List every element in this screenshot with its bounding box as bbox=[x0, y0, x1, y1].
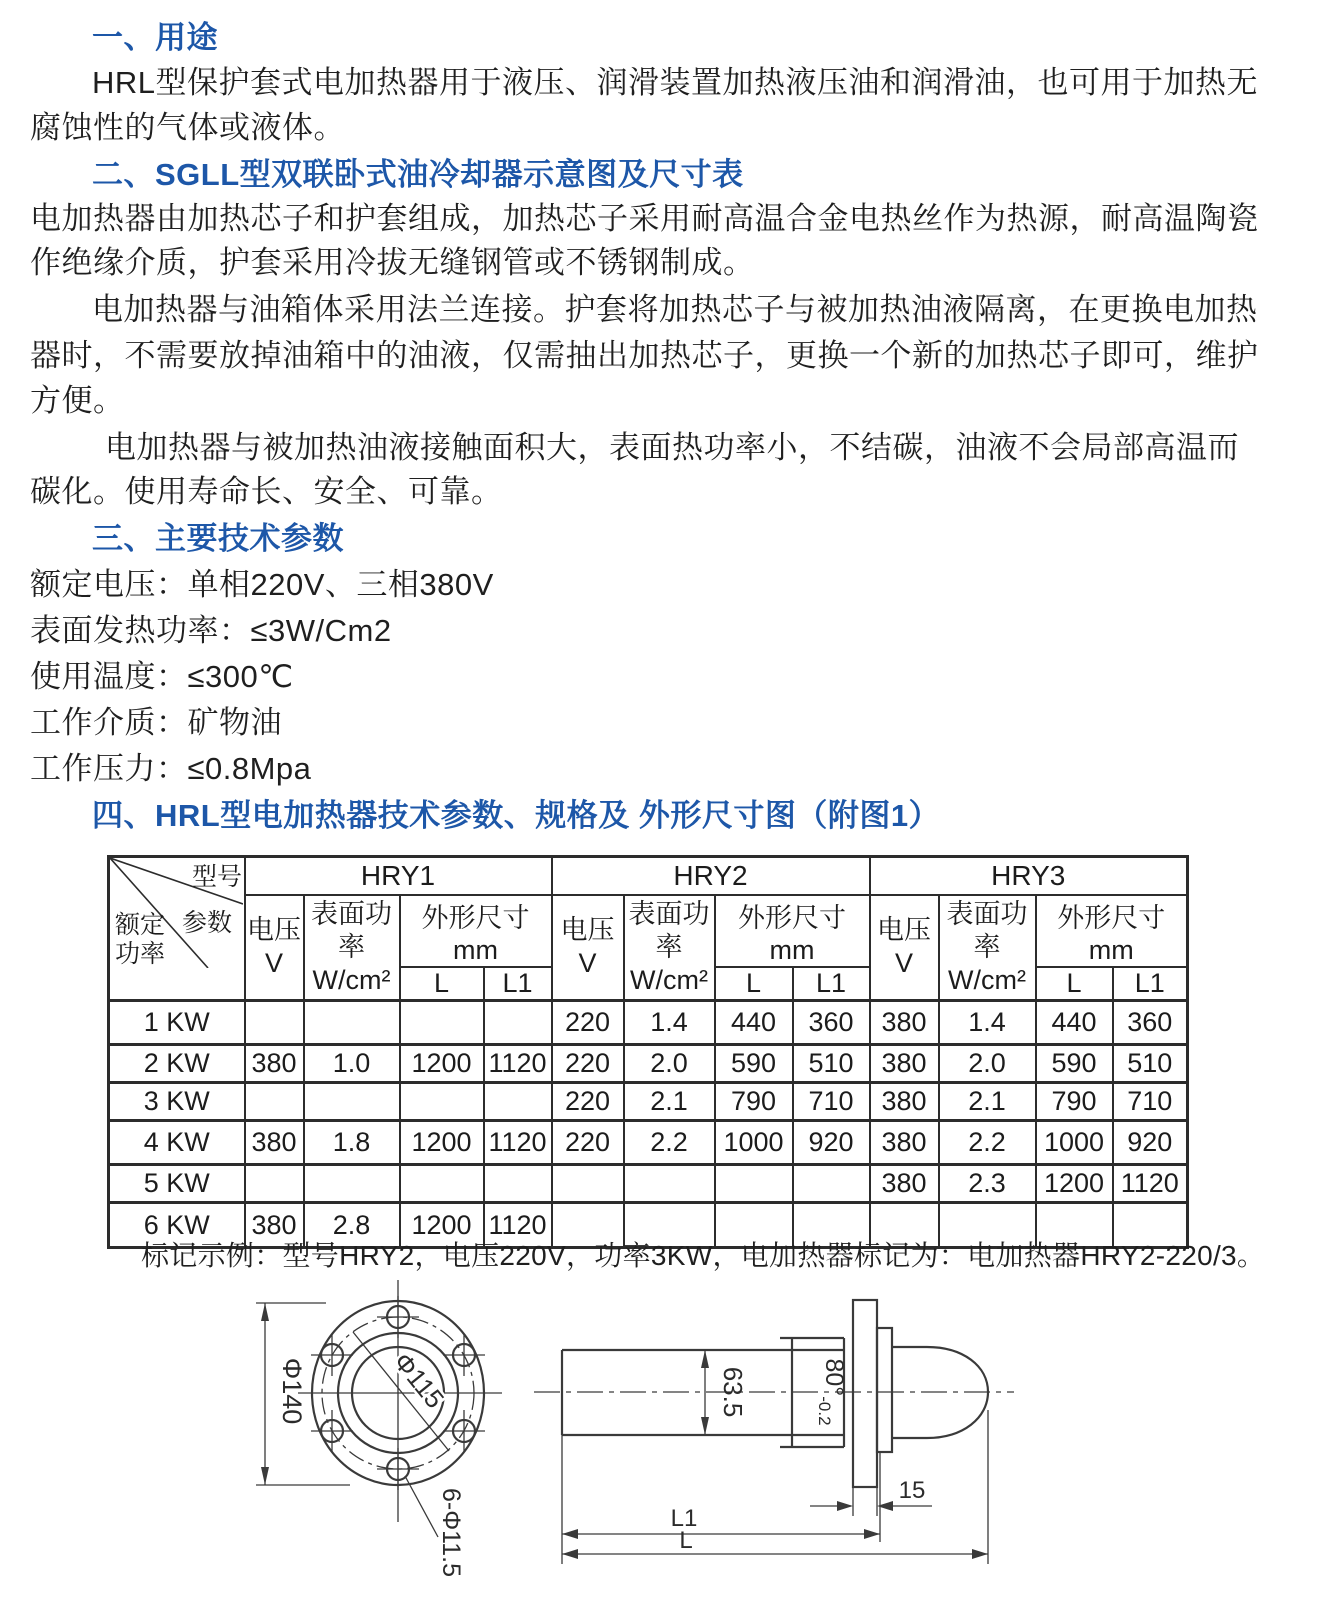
table-cell: 1.0 bbox=[304, 1045, 400, 1083]
table-cell: 2.8 bbox=[304, 1203, 400, 1248]
bolt-holes-label: 6-Φ11.5 bbox=[437, 1488, 465, 1577]
table-cell: 1200 bbox=[400, 1045, 484, 1083]
section2-heading: 二、SGLL型双联卧式油冷却器示意图及尺寸表 bbox=[92, 157, 744, 192]
para3-line2: 器时，不需要放掉油箱中的油液，仅需抽出加热芯子，更换一个新的加热芯子即可，维护 bbox=[30, 338, 1259, 373]
col-header-surface-power bbox=[624, 895, 715, 1001]
table-cell: 380 bbox=[870, 1121, 939, 1165]
table-row bbox=[109, 1083, 1188, 1121]
col-header-surface-power bbox=[939, 895, 1036, 1001]
table-cell: 2.0 bbox=[939, 1045, 1036, 1083]
heater-side-view bbox=[534, 1300, 1014, 1564]
voltage-unit: V bbox=[578, 948, 597, 979]
para2-line2: 作绝缘介质，护套采用冷拔无缝钢管或不锈钢制成。 bbox=[30, 245, 755, 280]
row-power-label: 5 KW bbox=[109, 1165, 245, 1203]
col-header-surface-power bbox=[304, 895, 400, 1001]
col-header-voltage bbox=[870, 895, 939, 1001]
table-cell bbox=[400, 1165, 484, 1203]
table-cell: 790 bbox=[1036, 1083, 1113, 1121]
table-cell: 380 bbox=[245, 1203, 304, 1248]
table-cell: 590 bbox=[715, 1045, 793, 1083]
col-header-L1: L1 bbox=[793, 967, 870, 1001]
tube-diameter-label: 63.5 bbox=[718, 1366, 748, 1418]
spec-rated-voltage: 额定电压：单相220V、三相380V bbox=[30, 567, 494, 602]
table-cell bbox=[245, 1001, 304, 1045]
table-cell bbox=[793, 1165, 870, 1203]
col-header-voltage bbox=[552, 895, 624, 1001]
table-cell: 510 bbox=[1113, 1045, 1188, 1083]
row-power-label: 3 KW bbox=[109, 1083, 245, 1121]
table-cell: 1200 bbox=[400, 1203, 484, 1248]
section4-heading: 四、HRL型电加热器技术参数、规格及 外形尺寸图（附图1） bbox=[92, 798, 941, 833]
table-cell: 920 bbox=[793, 1121, 870, 1165]
col-header-L1: L1 bbox=[484, 967, 552, 1001]
corner-label-param: 参数 bbox=[182, 909, 233, 937]
row-power-label: 2 KW bbox=[109, 1045, 245, 1083]
table-cell: 380 bbox=[870, 1001, 939, 1045]
spec-working-medium: 工作介质：矿物油 bbox=[30, 705, 282, 740]
corner-label-rated1: 额定 bbox=[115, 911, 166, 939]
table-cell bbox=[624, 1165, 715, 1203]
table-cell: 1120 bbox=[484, 1045, 552, 1083]
para1-line2: 腐蚀性的气体或液体。 bbox=[30, 110, 345, 145]
table-row bbox=[109, 1001, 1188, 1045]
table-cell: 1120 bbox=[484, 1203, 552, 1248]
table-cell: 220 bbox=[552, 1001, 624, 1045]
bolt-circle-diameter-label: Φ115 bbox=[387, 1346, 451, 1414]
col-header-L: L bbox=[715, 967, 793, 1001]
table-cell: 380 bbox=[870, 1165, 939, 1203]
row-power-label: 6 KW bbox=[109, 1203, 245, 1248]
table-cell: 380 bbox=[245, 1045, 304, 1083]
voltage-unit: V bbox=[894, 948, 913, 979]
table-cell bbox=[304, 1083, 400, 1121]
hex-tolerance-value: -0.2 bbox=[815, 1396, 834, 1426]
spec-table bbox=[107, 855, 1189, 1249]
table-cell: 220 bbox=[552, 1045, 624, 1083]
surface-power-label: 表面功率 bbox=[628, 898, 710, 962]
surface-power-unit: W/cm² bbox=[312, 964, 391, 995]
surface-power-unit: W/cm² bbox=[630, 964, 708, 995]
table-cell: 1.4 bbox=[939, 1001, 1036, 1045]
table-cell: 220 bbox=[552, 1121, 624, 1165]
surface-power-unit: W/cm² bbox=[948, 964, 1026, 995]
table-cell bbox=[484, 1083, 552, 1121]
spec-surface-power: 表面发热功率：≤3W/Cm2 bbox=[30, 613, 392, 648]
table-cell bbox=[245, 1165, 304, 1203]
marking-example-note: 标记示例：型号HRY2，电压220V，功率3KW，电加热器标记为：电加热器HRY2-220/3。 bbox=[141, 1240, 1266, 1271]
surface-power-label: 表面功率 bbox=[946, 898, 1028, 962]
table-cell bbox=[304, 1165, 400, 1203]
corner-label-model: 型号 bbox=[192, 863, 243, 891]
dimension-drawings bbox=[0, 1270, 1340, 1600]
table-cell: 380 bbox=[870, 1045, 939, 1083]
corner-label-rated2: 功率 bbox=[115, 940, 166, 968]
table-cell bbox=[400, 1083, 484, 1121]
table-cell: 590 bbox=[1036, 1045, 1113, 1083]
table-cell: 380 bbox=[870, 1083, 939, 1121]
col-header-L: L bbox=[1036, 967, 1113, 1001]
section1-heading: 一、用途 bbox=[92, 20, 218, 55]
flange-thickness-label: 15 bbox=[898, 1477, 926, 1504]
table-cell: 1.4 bbox=[624, 1001, 715, 1045]
table-cell: 440 bbox=[715, 1001, 793, 1045]
table-cell: 380 bbox=[245, 1121, 304, 1165]
table-row bbox=[109, 1121, 1188, 1165]
table-corner-cell bbox=[109, 857, 245, 1001]
group-header-hry3: HRY3 bbox=[870, 857, 1188, 895]
hex-size-value: 80° bbox=[820, 1358, 848, 1397]
table-cell: 790 bbox=[715, 1083, 793, 1121]
col-header-L: L bbox=[400, 967, 484, 1001]
table-cell: 220 bbox=[552, 1083, 624, 1121]
row-power-label: 1 KW bbox=[109, 1001, 245, 1045]
table-cell: 710 bbox=[1113, 1083, 1188, 1121]
col-header-dims: 外形尺寸 mm bbox=[400, 895, 552, 967]
table-row bbox=[109, 1045, 1188, 1083]
table-cell: 1120 bbox=[1113, 1165, 1188, 1203]
flange-front-view bbox=[256, 1280, 502, 1577]
row-power-label: 4 KW bbox=[109, 1121, 245, 1165]
voltage-label: 电压 bbox=[560, 915, 615, 946]
table-cell: 2.1 bbox=[624, 1083, 715, 1121]
table-row bbox=[109, 1165, 1188, 1203]
table-cell: 510 bbox=[793, 1045, 870, 1083]
spec-working-pressure: 工作压力：≤0.8Mpa bbox=[30, 751, 312, 786]
table-cell bbox=[484, 1165, 552, 1203]
table-cell: 1.8 bbox=[304, 1121, 400, 1165]
col-header-voltage bbox=[245, 895, 304, 1001]
para3-line1: 电加热器与油箱体采用法兰连接。护套将加热芯子与被加热油液隔离，在更换电加热 bbox=[92, 292, 1258, 327]
surface-power-label: 表面功率 bbox=[311, 898, 392, 962]
para4-line2: 碳化。使用寿命长、安全、可靠。 bbox=[30, 474, 503, 509]
para3-line3: 方便。 bbox=[30, 383, 125, 418]
voltage-label: 电压 bbox=[247, 915, 301, 946]
table-cell: 2.2 bbox=[624, 1121, 715, 1165]
table-cell bbox=[484, 1001, 552, 1045]
para1-line1: HRL型保护套式电加热器用于液压、润滑装置加热液压油和润滑油，也可用于加热无 bbox=[92, 65, 1259, 100]
col-header-dims: 外形尺寸 mm bbox=[1036, 895, 1188, 967]
table-cell: 360 bbox=[1113, 1001, 1188, 1045]
group-header-hry1: HRY1 bbox=[245, 857, 552, 895]
table-cell bbox=[245, 1083, 304, 1121]
table-cell: 920 bbox=[1113, 1121, 1188, 1165]
table-cell: 1000 bbox=[715, 1121, 793, 1165]
table-cell: 2.1 bbox=[939, 1083, 1036, 1121]
flange-outer-diameter-label: Φ140 bbox=[277, 1357, 307, 1425]
table-cell bbox=[715, 1165, 793, 1203]
table-cell: 360 bbox=[793, 1001, 870, 1045]
length-l1-label: L1 bbox=[670, 1505, 698, 1532]
table-cell: 2.3 bbox=[939, 1165, 1036, 1203]
para2-line1: 电加热器由加热芯子和护套组成，加热芯子采用耐高温合金电热丝作为热源，耐高温陶瓷 bbox=[30, 201, 1259, 236]
voltage-label: 电压 bbox=[877, 915, 931, 946]
table-cell: 2.2 bbox=[939, 1121, 1036, 1165]
table-cell bbox=[400, 1001, 484, 1045]
table-cell: 710 bbox=[793, 1083, 870, 1121]
length-l-label: L bbox=[679, 1527, 693, 1554]
table-cell: 440 bbox=[1036, 1001, 1113, 1045]
table-cell: 1200 bbox=[1036, 1165, 1113, 1203]
table-cell: 1200 bbox=[400, 1121, 484, 1165]
table-cell: 1000 bbox=[1036, 1121, 1113, 1165]
table-cell: 2.0 bbox=[624, 1045, 715, 1083]
col-header-dims: 外形尺寸 mm bbox=[715, 895, 870, 967]
section3-heading: 三、主要技术参数 bbox=[92, 521, 344, 556]
spec-max-temperature: 使用温度：≤300℃ bbox=[30, 659, 294, 694]
table-cell bbox=[552, 1165, 624, 1203]
table-cell bbox=[304, 1001, 400, 1045]
group-header-hry2: HRY2 bbox=[552, 857, 870, 895]
table-cell: 1120 bbox=[484, 1121, 552, 1165]
para4-line1: 电加热器与被加热油液接触面积大，表面热功率小，不结碳，油液不会局部高温而 bbox=[105, 430, 1239, 465]
voltage-unit: V bbox=[264, 948, 283, 979]
col-header-L1: L1 bbox=[1113, 967, 1188, 1001]
